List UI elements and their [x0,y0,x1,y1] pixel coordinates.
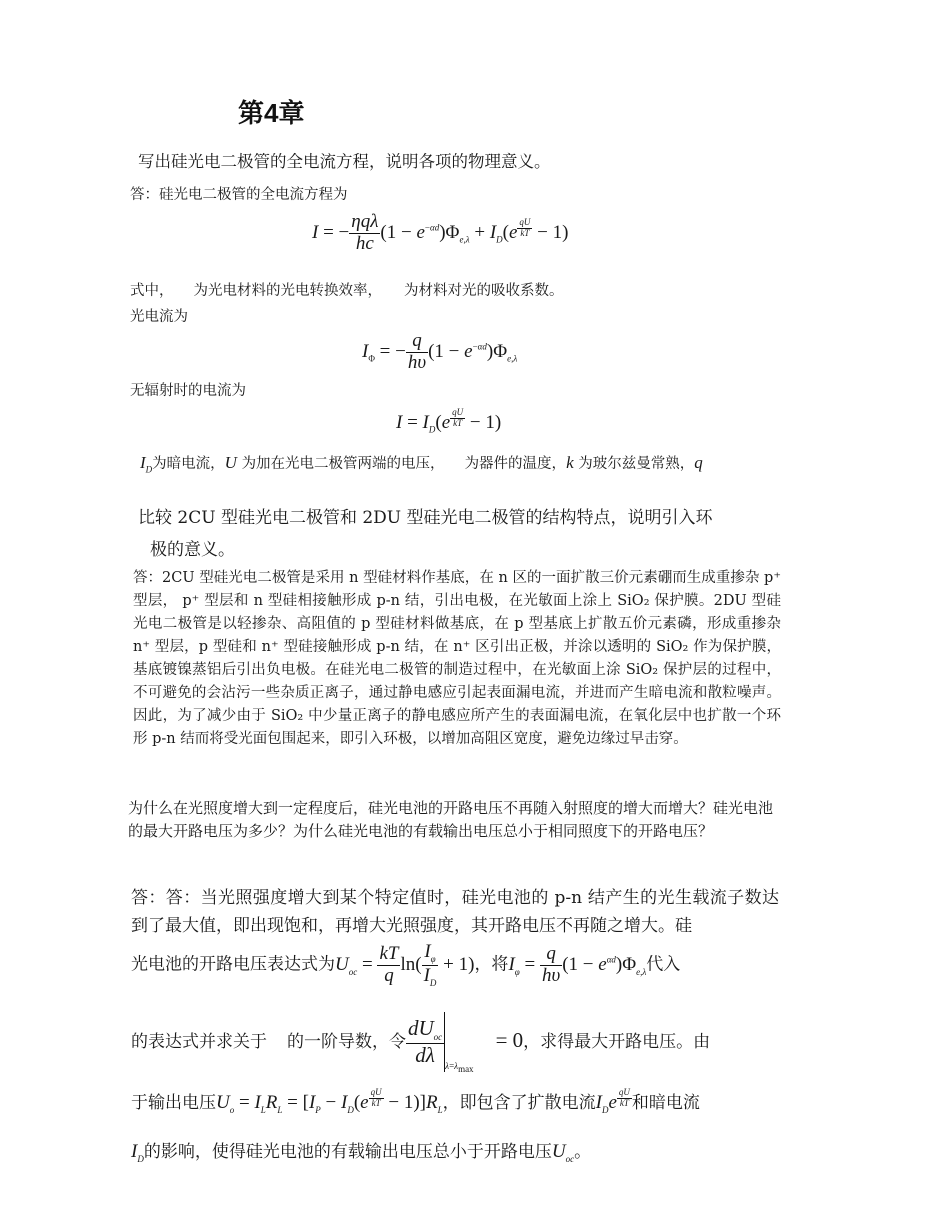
full-current-equation: I = − $\frac{\text{ηqλ}}{hc}$ $(1 - e^{-\alpha d})\Phi_{e,\lambda} + I_D(e$ $^{\frac{qU}{kT}}$ − 1) [312,211,569,254]
answer-3-para-1: 答：答：当光照强度增大到某个特定值时，硅光电池的 p-n 结产生的光生载流子数达到了最大值，即出现饱和，再增大光照强度，其开路电压不再随之增大。硅 [131,888,779,936]
derivative-text: 的表达式并求关于 [131,1031,267,1052]
where-prefix: 式中， [130,283,174,299]
where-efficiency: 为光电材料的光电转换效率， [193,283,382,299]
open-circuit-text: 光电池的开路电压表达式为 [131,954,335,975]
question-2-line-1: 比较 2CU 型硅光电二极管和 2DU 型硅光电二极管的结构特点，说明引入环 [138,508,713,528]
answer-1-intro: 答：硅光电二极管的全电流方程为 [130,187,348,203]
conclusion-end: 。 [574,1142,592,1162]
max-voltage-text: ，求得最大开路电压。由 [523,1031,711,1052]
answer-3-line-d: $I_D$的影响，使得硅光电池的有载输出电压总小于开路电压$U_{oc}$。 [131,1141,592,1164]
substitute-text: ，将 [474,954,509,975]
explain-temperature: 为器件的温度， [464,456,567,472]
diffusion-text: ，即包含了扩散电流 [442,1093,596,1113]
symbol-explanation: $I_D$为暗电流，U 为加在光电二极管两端的电压， 为器件的温度，k 为玻尔兹曼常熟，q [140,453,703,475]
dark-current-text: 和暗电流 [631,1093,700,1113]
conclusion-text: 的影响，使得硅光电池的有载输出电压总小于开路电压 [143,1142,552,1162]
explain-dark-current: 为暗电流， [152,456,225,472]
question-2-line-2: 极的意义。 [150,540,235,560]
answer-3-line-a: 光电池的开路电压表达式为$U_{oc}$ = $\frac{kT}{q}$ ln( $\frac{I_\varphi}{I_D}$ + 1)，将$I_\varphi$ = $\frac{q}{h\upsilon}$ $(1 - e^{\alpha d})\Phi_{e,\lambda}$代入 [131,941,681,988]
dark-current-equation: $I = I_D(e$ $^{\frac{qU}{kT}}$ − 1) [396,407,502,435]
question-3: 为什么在光照度增大到一定程度后，硅光电池的开路电压不再随入射照度的增大而增大？硅光电池的最大开路电压为多少？为什么硅光电池的有载输出电压总小于相同照度下的开路电压？ [128,799,774,840]
let-text: 的一阶导数，令 [287,1031,406,1052]
answer-3-line-c: 于输出电压$U_o = I_LR_L = [I_P - I_D(e$ $^{\frac{qU}{kT}}$ − $1)]R_L$，即包含了扩散电流$I_De$ $^{\frac{qU}{kT}}$ 和暗电流 [131,1087,700,1115]
answer-3-line-b: 的表达式并求关于 的一阶导数，令 $\frac{dU_{oc}}{d\lambda}$ $_{\lambda=\lambda_{max}}$= 0，求得最大开路电压。由 [131,1012,710,1074]
photocurrent-equation: $I_\Phi$ = − $\frac{q}{h\upsilon}$ $(1 - e^{-\alpha d})\Phi_{e,\lambda}$ [362,330,518,373]
photocurrent-label: 光电流为 [130,309,188,325]
where-absorption: 为材料对光的吸收系数。 [404,283,564,299]
explain-boltzmann: 为玻尔兹曼常熟， [578,456,695,472]
into-text: 代入 [646,954,681,975]
output-voltage-text: 于输出电压 [131,1093,216,1113]
explain-voltage: 为加在光电二极管两端的电压， [241,456,445,472]
dark-current-label: 无辐射时的电流为 [130,383,246,399]
where-clause [130,279,564,300]
chapter-title: 第4章 [238,98,305,128]
answer-2: 答：2CU 型硅光电二极管是采用 n 型硅材料作基底，在 n 区的一面扩散三价元素硼而生成重掺杂 p⁺ 型层， p⁺ 型层和 n 型硅相接触形成 p-n 结，引出电极，在光敏面上涂上 SiO₂ 保护膜。2DU 型硅光电二极管是以轻掺杂、高阻值的 p 型硅材料做基底，在 p 型基底上扩散五价元素磷，形成重掺杂 n⁺ 型层，p 型硅和 n⁺ 型硅接触形成 p-n 结，在 n⁺ 区引出正极，并涂以透明的 SiO₂ 作为保护膜，基底镀镍蒸铝后引出负电极。在硅光电二极管的制造过程中，在光敏面上涂 SiO₂ 保护层的过程中，不可避免的会沾污一些杂质正离子，通过静电感应引起表面漏电流，并进而产生暗电流和散粒噪声。因此，为了减少由于 SiO₂ 中少量正离子的静电感应所产生的表面漏电流，在氧化层中也扩散一个环形 p-n 结而将受光面包围起来，即引入环极，以增加高阻区宽度，避免边缘过早击穿。 [133,570,781,747]
question-1: 写出硅光电二极管的全电流方程，说明各项的物理意义。 [138,152,551,171]
